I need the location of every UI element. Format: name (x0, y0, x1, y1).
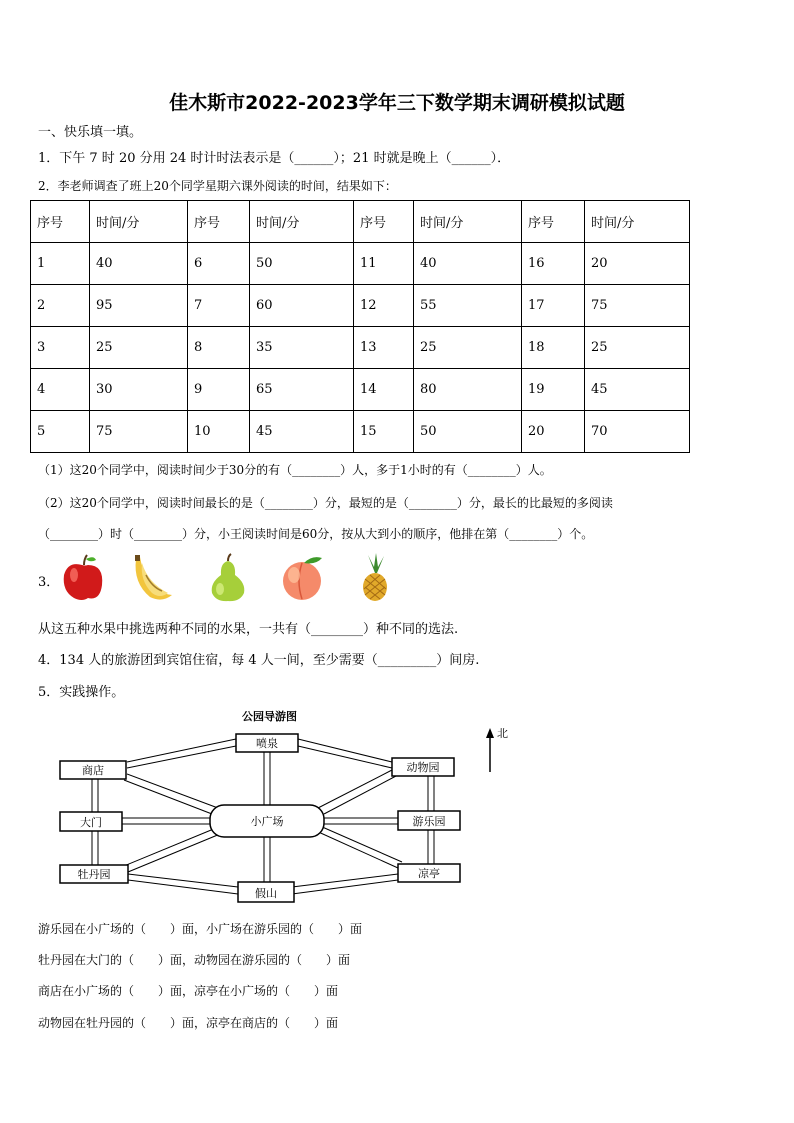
header-cell: 时间/分 (585, 201, 690, 243)
north-label: 北 (497, 727, 508, 740)
table-cell: 11 (354, 243, 414, 285)
table-cell: 20 (585, 243, 690, 285)
table-row (31, 243, 690, 285)
table-cell: 25 (414, 327, 522, 369)
table-cell: 5 (31, 411, 90, 453)
table-cell: 17 (522, 285, 585, 327)
header-cell: 时间/分 (414, 201, 522, 243)
apple-icon (64, 555, 103, 600)
question-5-line-3: 商店在小广场的（ ）面，凉亭在小广场的（ ）面 (38, 984, 339, 998)
table-cell: 3 (31, 327, 90, 369)
table-cell: 45 (250, 411, 354, 453)
header-cell: 序号 (522, 201, 585, 243)
park-map (52, 710, 522, 906)
youleyuan-label: 游乐园 (412, 815, 446, 828)
north-arrow-icon (486, 728, 494, 772)
table-cell: 18 (522, 327, 585, 369)
table-cell: 12 (354, 285, 414, 327)
table-row (31, 411, 690, 453)
table-cell: 14 (354, 369, 414, 411)
reading-time-table (30, 200, 690, 453)
xiaoguangchang-label: 小广场 (250, 815, 284, 828)
table-cell: 75 (90, 411, 188, 453)
table-row (31, 285, 690, 327)
question-3-number: 3． (38, 575, 60, 590)
table-cell: 8 (188, 327, 250, 369)
question-2-intro: 2．李老师调查了班上20个同学星期六课外阅读的时间，结果如下： (38, 179, 397, 193)
table-cell: 65 (250, 369, 354, 411)
table-cell: 40 (90, 243, 188, 285)
question-2-sub2a: （2）这20个同学中，阅读时间最长的是（________）分，最短的是（________）分，最长的比最短的多阅读 (38, 496, 613, 510)
table-cell: 4 (31, 369, 90, 411)
question-5-line-4: 动物园在牡丹园的（ ）面，凉亭在商店的（ ）面 (38, 1016, 339, 1030)
table-cell: 6 (188, 243, 250, 285)
header-cell: 序号 (354, 201, 414, 243)
mudanyuan-label: 牡丹园 (77, 868, 111, 881)
fruit-row (60, 553, 400, 603)
page-title: 佳木斯市2022-2023学年三下数学期末调研模拟试题 (169, 92, 625, 114)
table-cell: 2 (31, 285, 90, 327)
table-cell: 16 (522, 243, 585, 285)
table-cell: 95 (90, 285, 188, 327)
table-cell: 15 (354, 411, 414, 453)
table-cell: 13 (354, 327, 414, 369)
damen-label: 大门 (80, 816, 102, 829)
section-heading: 一、快乐填一填。 (38, 125, 143, 140)
question-2-sub1: （1）这20个同学中，阅读时间少于30分的有（________）人，多于1小时的有（________）人。 (38, 463, 552, 477)
question-3-text: 从这五种水果中挑选两种不同的水果，一共有（________）种不同的选法. (38, 622, 459, 637)
question-2-sub2b: （________）时（________）分，小王阅读时间是60分，按从大到小的顺序，他排在第（________）个。 (38, 527, 594, 541)
table-cell: 30 (90, 369, 188, 411)
table-cell: 50 (250, 243, 354, 285)
pear-icon (212, 554, 245, 601)
question-5-line-1: 游乐园在小广场的（ ）面，小广场在游乐园的（ ）面 (38, 922, 363, 936)
table-cell: 20 (522, 411, 585, 453)
table-cell: 75 (585, 285, 690, 327)
table-cell: 60 (250, 285, 354, 327)
header-cell: 时间/分 (90, 201, 188, 243)
peach-icon (283, 557, 322, 600)
table-cell: 25 (585, 327, 690, 369)
map-title: 公园导游图 (242, 710, 297, 723)
shangdian-label: 商店 (82, 764, 104, 777)
header-cell: 序号 (188, 201, 250, 243)
question-4: 4．134 人的旅游团到宾馆住宿，每 4 人一间，至少需要（_________）间房. (38, 653, 480, 668)
table-cell: 19 (522, 369, 585, 411)
table-cell: 7 (188, 285, 250, 327)
header-cell: 序号 (31, 201, 90, 243)
liangting-label: 凉亭 (418, 867, 440, 880)
table-header-row (31, 201, 690, 243)
question-1: 1．下午 7 时 20 分用 24 时计时法表示是（______）；21 时就是晚上（______）． (38, 151, 511, 166)
jiashan-label: 假山 (255, 887, 277, 900)
table-cell: 1 (31, 243, 90, 285)
pineapple-icon (363, 553, 387, 601)
header-cell: 时间/分 (250, 201, 354, 243)
table-cell: 55 (414, 285, 522, 327)
table-cell: 10 (188, 411, 250, 453)
table-cell: 50 (414, 411, 522, 453)
dongwuyuan-label: 动物园 (406, 761, 440, 774)
table-cell: 40 (414, 243, 522, 285)
table-cell: 25 (90, 327, 188, 369)
banana-icon (135, 555, 172, 600)
table-cell: 70 (585, 411, 690, 453)
penquan-label: 喷泉 (256, 737, 278, 750)
table-cell: 35 (250, 327, 354, 369)
question-5-label: 5．实践操作。 (38, 685, 125, 700)
table-row (31, 327, 690, 369)
table-row (31, 369, 690, 411)
table-cell: 80 (414, 369, 522, 411)
table-cell: 45 (585, 369, 690, 411)
question-5-line-2: 牡丹园在大门的（ ）面，动物园在游乐园的（ ）面 (38, 953, 351, 967)
table-cell: 9 (188, 369, 250, 411)
